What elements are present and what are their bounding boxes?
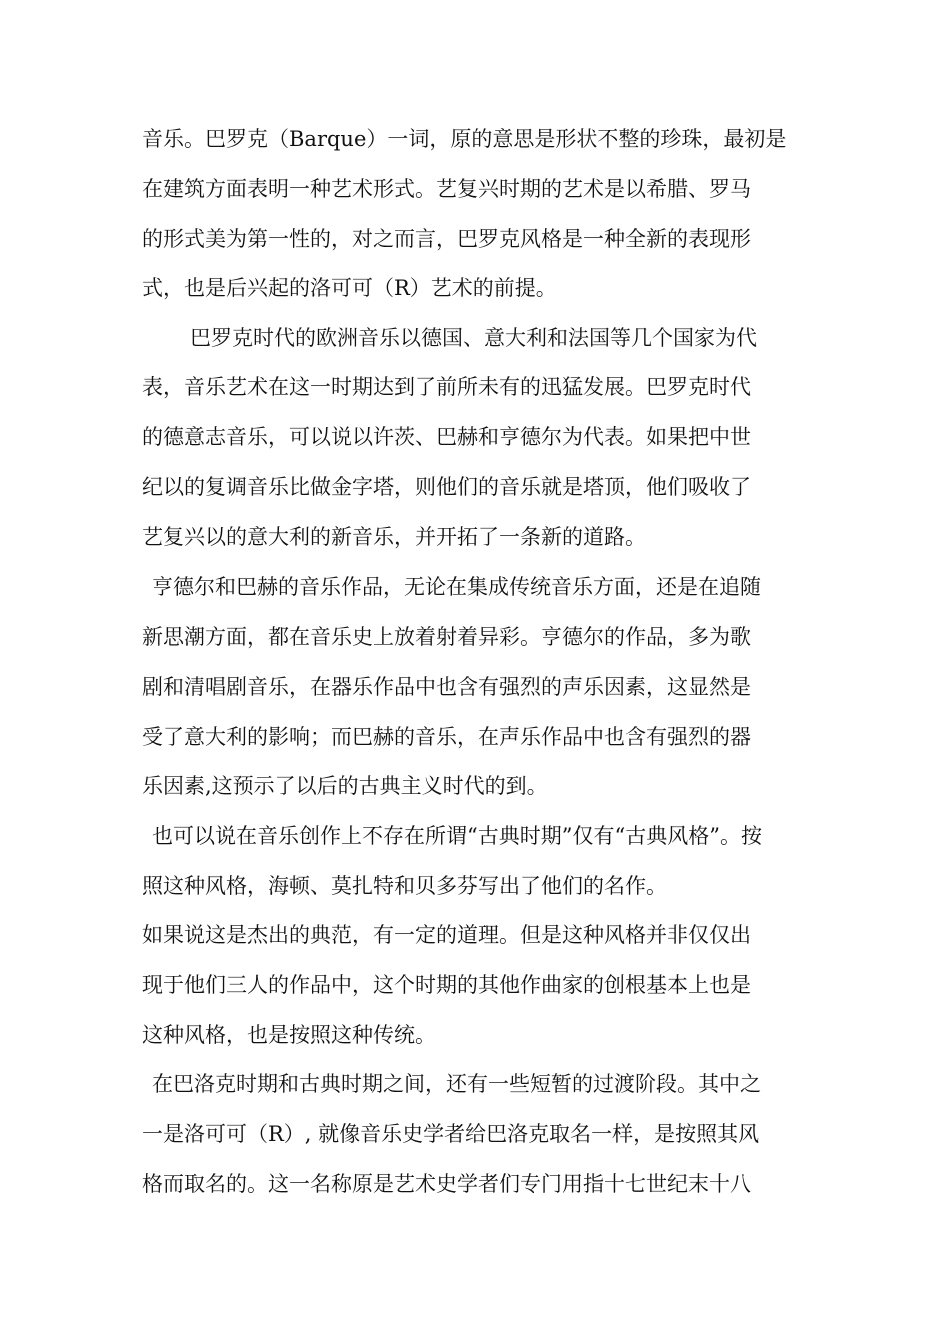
text-line: 巴罗克时代的欧洲音乐以德国、意大利和法国等几个国家为代: [190, 326, 757, 350]
text-line: 乐因素,这预示了以后的古典主义时代的到。: [142, 774, 548, 798]
text-line: 剧和清唱剧音乐，在器乐作品中也含有强烈的声乐因素，这显然是: [142, 675, 751, 699]
text-line: 的德意志音乐，可以说以许茨、巴赫和亨德尔为代表。如果把中世: [142, 425, 751, 449]
text-line: 也可以说在音乐创作上不存在所谓“古典时期”仅有“古典风格”。按: [152, 824, 762, 848]
text-line: 受了意大利的影响；而巴赫的音乐，在声乐作品中也含有强烈的器: [142, 725, 751, 749]
text-line: 现于他们三人的作品中，这个时期的其他作曲家的创根基本上也是: [142, 973, 751, 997]
text-line: 新思潮方面，都在音乐史上放着射着异彩。亨德尔的作品，多为歌: [142, 625, 751, 649]
text-line: 亨德尔和巴赫的音乐作品，无论在集成传统音乐方面，还是在追随: [152, 575, 761, 599]
text-line: 音乐。巴罗克（Barque）一词，原的意思是形状不整的珍珠，最初是: [142, 127, 787, 151]
text-line: 的形式美为第一性的，对之而言，巴罗克风格是一种全新的表现形: [142, 227, 751, 251]
text-line: 这种风格，也是按照这种传统。: [142, 1023, 436, 1047]
text-line: 艺复兴以的意大利的新音乐，并开拓了一条新的道路。: [142, 525, 646, 549]
text-line: 式，也是后兴起的洛可可（R）艺术的前提。: [142, 276, 557, 300]
text-line: 照这种风格，海顿、莫扎特和贝多芬写出了他们的名作。: [142, 874, 667, 898]
text-line: 纪以的复调音乐比做金字塔，则他们的音乐就是塔顶，他们吸收了: [142, 475, 751, 499]
text-line: 在巴洛克时期和古典时期之间，还有一些短暂的过渡阶段。其中之: [152, 1072, 761, 1096]
text-line: 一是洛可可（R）, 就像音乐史学者给巴洛克取名一样，是按照其风: [142, 1122, 760, 1146]
text-line: 在建筑方面表明一种艺术形式。艺复兴时期的艺术是以希腊、罗马: [142, 177, 751, 201]
text-line: 格而取名的。这一名称原是艺术史学者们专门用指十七世纪末十八: [142, 1172, 751, 1196]
text-line: 如果说这是杰出的典范，有一定的道理。但是这种风格并非仅仅出: [142, 923, 751, 947]
text-line: 表，音乐艺术在这一时期达到了前所未有的迅猛发展。巴罗克时代: [142, 375, 751, 399]
